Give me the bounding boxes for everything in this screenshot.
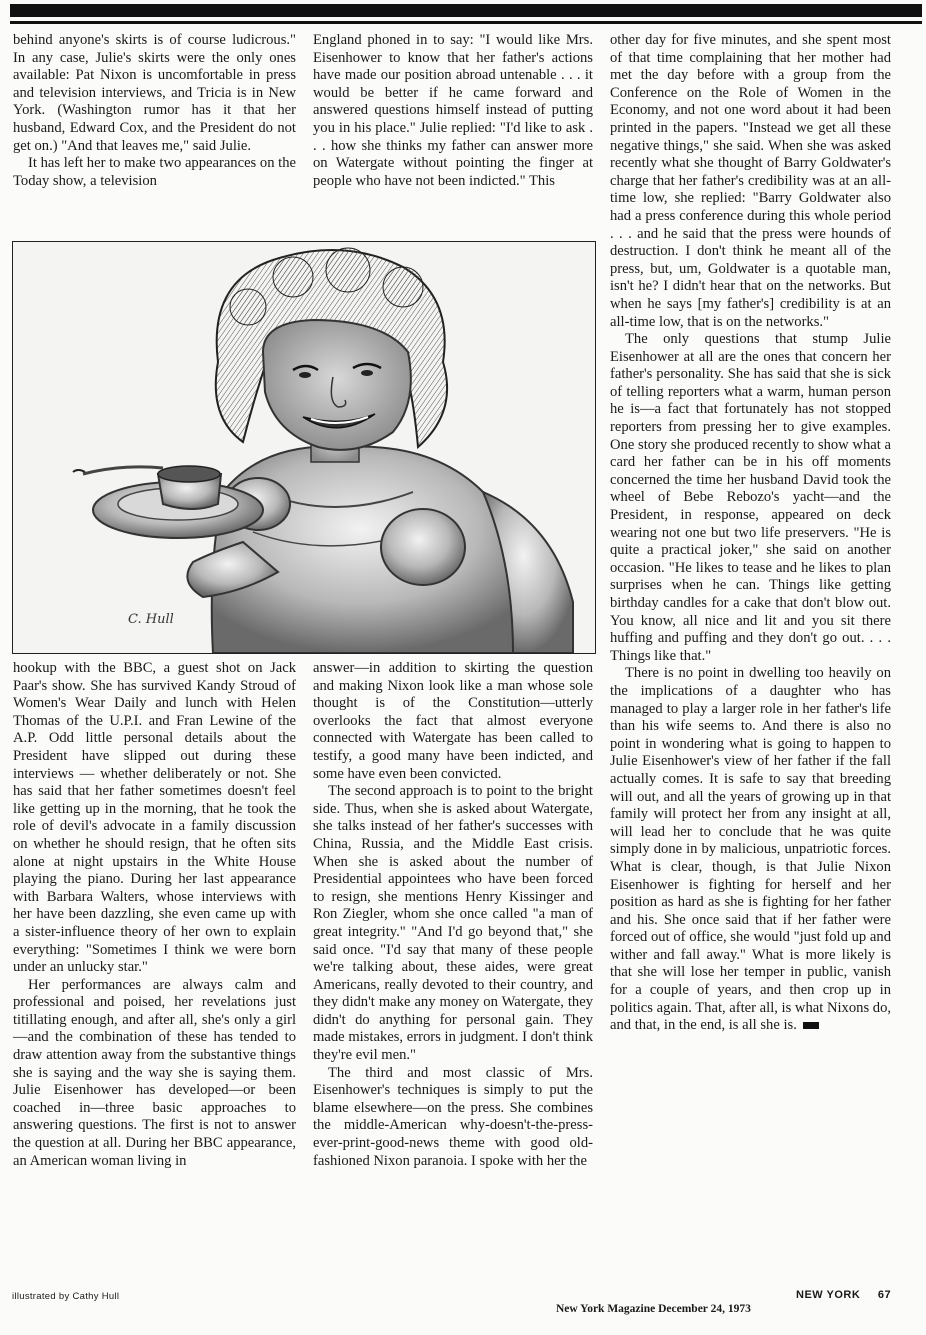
column-2-bottom bbox=[313, 660, 593, 1170]
paragraph: hookup with the BBC, a guest shot on Jack Paar's show. She has survived Kandy Stroud of Women's Wear Daily and lunch with Helen Thomas of the U.P.I. and Fran Lewine of the A.P. Odd little personal details about the President have slipped out during these interviews — whether deliberately or not. She has said that her father sometimes doesn't feel like getting up in the morning, that he took the role of devil's advocate in a family discussion on whether he should resign, that he often sits alone at night upstairs in the White House playing the piano. During her last appearance with Barbara Walters, whose interviews with her have been dazzling, she even came up with a sister-influence theory of her own to explain everything: "Sometimes I think we were born under an unlucky star." bbox=[13, 660, 296, 976]
illustration-julie-in-armor bbox=[12, 241, 596, 654]
magazine-name: NEW YORK bbox=[796, 1289, 861, 1301]
paragraph: The second approach is to point to the bright side. Thus, when she is asked about Watergate, she talks instead of her father's successes with China, Russia, and the Middle East crisis. When she is asked about the number of Presidential appointees who have been forced to resign, she mentions Henry Kissinger and Ron Ziegler, whom she once called "a man of great integrity." "And I'd go beyond that," she said once. "I'd say that many of these people we're talking about, these aides, were great Americans, really devoted to their country, and they didn't make any money on Watergate, they didn't do anything for personal gain. They made mistakes, errors in judgment. I don't think they're evil men." bbox=[313, 783, 593, 1064]
paragraph: behind anyone's skirts is of course ludicrous." In any case, Julie's skirts were the only ones available: Pat Nixon is uncomfortable in press and television interviews, and Tricia is in New York. (Washington rumor has it that her husband, Edward Cox, and the President do not get on.) "And that leaves me," said Julie. bbox=[13, 32, 296, 154]
page-folio bbox=[796, 1289, 891, 1301]
column-3 bbox=[610, 32, 891, 1035]
paragraph: Her performances are always calm and professional and poised, her revelations just titillating enough, and after all, she's only a girl—and the combination of these has tended to draw attention away from the substantive things she is saying and the way she is saying them. Julie Eisenhower has developed—or been coached in—three basic approaches to answering questions. The first is not to answer the question at all. During her BBC appearance, an American woman living in bbox=[13, 976, 296, 1169]
caricature-drawing bbox=[13, 242, 595, 653]
paragraph: other day for five minutes, and she spent most of that time complaining that her mother had met the day before with a group from the Conference on the Role of Women in the Economy, and not one word about it had been printed in the papers. "Instead we get all these negative things," she said. When she was asked recently what she thought of Barry Goldwater's charge that her father's credibility was at an all-time low, she replied: "Barry Goldwater also had a press conference during this whole period . . . and he said that the press were hounds of destruction. I don't think he meant all of the press, but, um, Goldwater is a quotable man, isn't he? I didn't hear that on the networks. But when he says [my father's] credibility is at an all-time low, that is on the networks." bbox=[610, 32, 891, 330]
end-of-article-mark bbox=[803, 1022, 819, 1029]
paragraph: The only questions that stump Julie Eisenhower at all are the ones that concern her father's personality. She has said that she is sick of telling reporters what a warm, human person he is—a fact that fortunately has not stopped reporters from pressing her to give examples. One story she produced recently to show what a card her father can be in his off moments concerned the time her husband David took the wheel of Bebe Rebozo's yacht—and the President, in response, appeared on deck wearing not one but two life preservers. "He is quite a practical joker," she said on another occasion. "He likes to tease and he likes to plan surprises when he can. Things like getting birthday candles for a cake that don't blow out. You know, all nice and lit and you sit there huffing and puffing and they don't go out. . . . Things like that." bbox=[610, 331, 891, 664]
artist-signature: C. Hull bbox=[128, 612, 174, 627]
paragraph: England phoned in to say: "I would like Mrs. Eisenhower to know that her father's actions have made our position abroad untenable . . . it would be better if he came forward and answered questions himself instead of putting you in his place." Julie replied: "I'd like to ask . . . how she thinks my father can answer more on Watergate without pointing the finger at people who have not been indicted." This bbox=[313, 32, 593, 189]
column-1-bottom bbox=[13, 660, 296, 1170]
paragraph: It has left her to make two appearances on the Today show, a television bbox=[13, 155, 296, 189]
column-2-top bbox=[313, 32, 593, 190]
paragraph: answer—in addition to skirting the question and making Nixon look like a man whose sole thought is of the Constitution—utterly overlooks the fact that almost everyone connected with Watergate has been called to testify, a good many have been indicted, and some have even been convicted. bbox=[313, 660, 593, 782]
page-number: 67 bbox=[877, 1289, 892, 1301]
header-rule-thick bbox=[10, 4, 922, 17]
source-caption: New York Magazine December 24, 1973 bbox=[556, 1303, 751, 1315]
paragraph: There is no point in dwelling too heavily on the implications of a daughter who has managed to play a larger role in her father's life than his wife seems to. And there is also no point in wondering what is going to happen to Julie Eisenhower's view of her father if the fall actually comes. It is safe to say that breeding will out, and all the years of growing up in that family will protect her from any insight at all, will lead her to conclude that he was quite simply done in by malicious, unpatriotic forces. What is clear, though, is that Julie Nixon Eisenhower is fighting for herself and her position as hard as she is fighting for her father and his. She once said that if her father were forced out of office, she would "just fold up and wither and fall away." What is more likely is that she will lose her temper in public, vanish for a couple of years, and then crop up in politics again. That, after all, is what Nixons do, and that, in the end, is all she is. bbox=[610, 665, 892, 1034]
paragraph: The third and most classic of Mrs. Eisenhower's techniques is simply to put the blame elsewhere—on the press. She combines the middle-American why-doesn't-the-press-ever-print-good-news theme with good old-fashioned Nixon paranoia. I spoke with her the bbox=[313, 1064, 593, 1169]
column-1-top bbox=[13, 32, 296, 190]
illustration-credit: illustrated by Cathy Hull bbox=[12, 1291, 120, 1302]
header-rule-thin bbox=[10, 21, 922, 24]
